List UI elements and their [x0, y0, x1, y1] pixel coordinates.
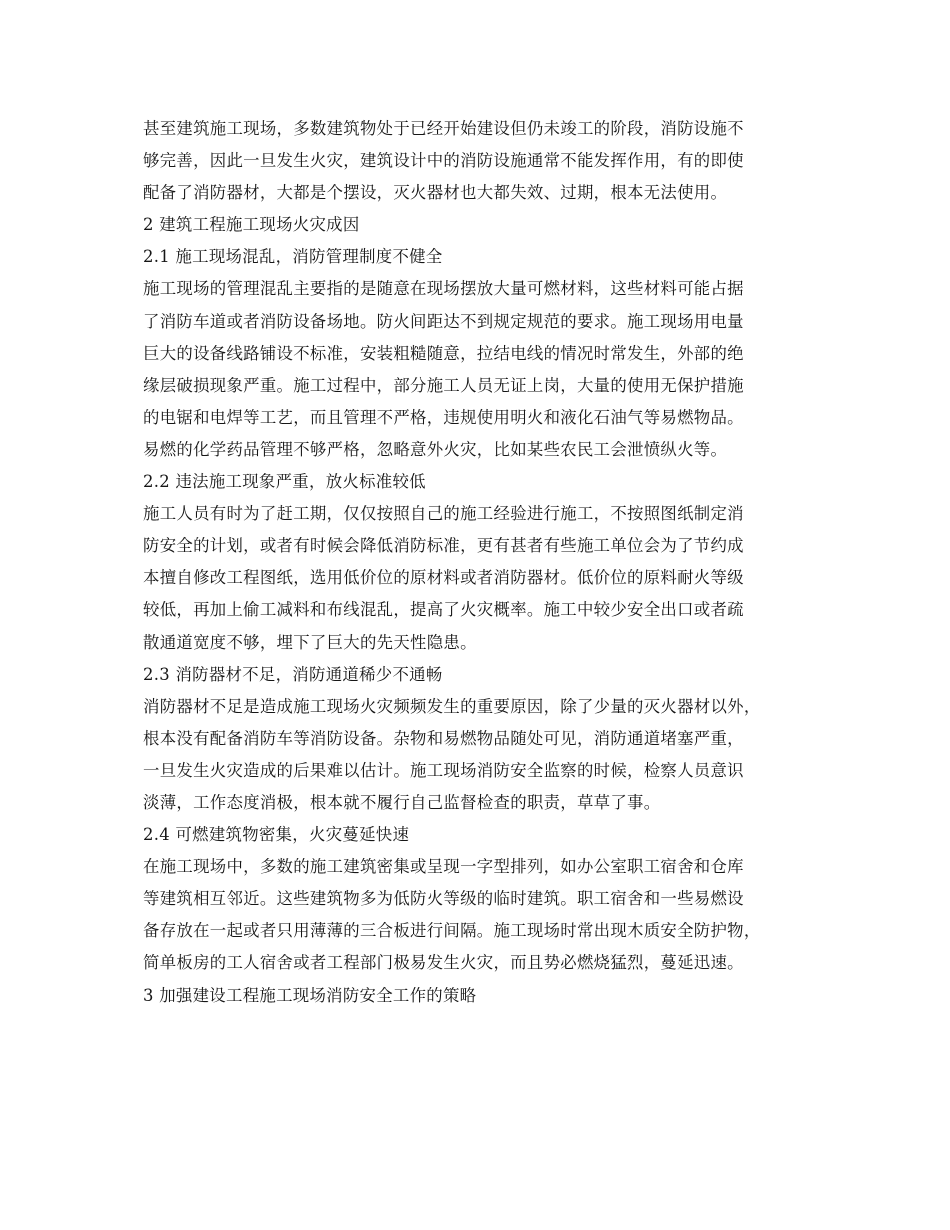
subsection-heading: 2.3 消防器材不足，消防通道稀少不通畅 — [143, 664, 443, 684]
paragraph-line: 施工人员有时为了赶工期，仅仅按照自己的施工经验进行施工，不按照图纸制定消 — [143, 504, 744, 524]
paragraph-line: 了消防车道或者消防设备场地。防火间距达不到规定规范的要求。施工现场用电量 — [143, 311, 744, 331]
paragraph-line: 甚至建筑施工现场，多数建筑物处于已经开始建设但仍未竣工的阶段，消防设施不 — [143, 119, 744, 138]
paragraph-line: 较低，再加上偷工减料和布线混乱，提高了火灾概率。施工中较少安全出口或者疏 — [143, 600, 744, 620]
paragraph-line: 消防器材不足是造成施工现场火灾频频发生的重要原因，除了少量的灭火器材以外， — [143, 696, 761, 716]
paragraph-line: 缘层破损现象严重。施工过程中，部分施工人员无证上岗，大量的使用无保护措施 — [143, 375, 744, 395]
paragraph-line: 施工现场的管理混乱主要指的是随意在现场摆放大量可燃材料，这些材料可能占据 — [143, 279, 744, 299]
document-body — [143, 113, 833, 1012]
paragraph-line: 巨大的设备线路铺设不标准，安装粗糙随意，拉结电线的情况时常发生，外部的绝 — [143, 343, 744, 363]
paragraph-line: 在施工现场中，多数的施工建筑密集或呈现一字型排列，如办公室职工宿舍和仓库 — [143, 857, 744, 877]
paragraph-line: 根本没有配备消防车等消防设备。杂物和易燃物品随处可见，消防通道堵塞严重， — [143, 728, 744, 748]
paragraph-line: 简单板房的工人宿舍或者工程部门极易发生火灾，而且势必燃烧猛烈，蔓延迅速。 — [143, 953, 744, 973]
paragraph-line: 易燃的化学药品管理不够严格，忽略意外火灾，比如某些农民工会泄愤纵火等。 — [143, 439, 728, 459]
section-heading: 2 建筑工程施工现场火灾成因 — [143, 215, 360, 235]
paragraph-line: 防安全的计划，或者有时候会降低消防标准，更有甚者有些施工单位会为了节约成 — [143, 536, 744, 556]
subsection-heading: 2.1 施工现场混乱，消防管理制度不健全 — [143, 247, 443, 267]
paragraph-line: 配备了消防器材，大都是个摆设，灭火器材也大都失效、过期，根本无法使用。 — [143, 183, 728, 203]
paragraph-line: 的电锯和电焊等工艺，而且管理不严格，违规使用明火和液化石油气等易燃物品。 — [143, 407, 744, 427]
paragraph-line: 淡薄，工作态度消极，根本就不履行自己监督检查的职责，草草了事。 — [143, 792, 661, 812]
paragraph-line: 等建筑相互邻近。这些建筑物多为低防火等级的临时建筑。职工宿舍和一些易燃设 — [143, 889, 744, 909]
paragraph-line: 散通道宽度不够，埋下了巨大的先天性隐患。 — [143, 632, 477, 652]
paragraph-line: 够完善，因此一旦发生火灾，建筑设计中的消防设施通常不能发挥作用，有的即使 — [143, 151, 744, 171]
paragraph-line: 备存放在一起或者只用薄薄的三合板进行间隔。施工现场时常出现木质安全防护物， — [143, 921, 761, 941]
paragraph-line: 本擅自修改工程图纸，选用低价位的原材料或者消防器材。低价位的原料耐火等级 — [143, 568, 744, 588]
paragraph-line: 一旦发生火灾造成的后果难以估计。施工现场消防安全监察的时候，检察人员意识 — [143, 760, 744, 780]
subsection-heading: 2.4 可燃建筑物密集，火灾蔓延快速 — [143, 825, 410, 845]
subsection-heading: 2.2 违法施工现象严重，放火标准较低 — [143, 472, 426, 492]
section-heading: 3 加强建设工程施工现场消防安全工作的策略 — [143, 985, 477, 1005]
